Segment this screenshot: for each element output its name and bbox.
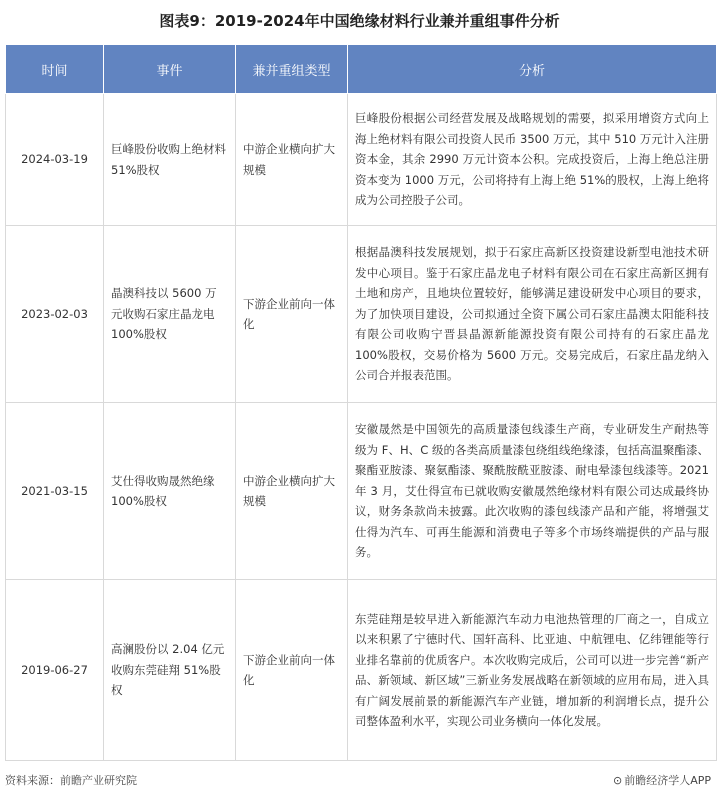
cell-date: 2019-06-27 (6, 580, 104, 761)
cell-type: 中游企业横向扩大规模 (236, 94, 348, 226)
table-row (6, 226, 717, 403)
qianzhan-logo-icon: ⊙ (612, 774, 623, 787)
cell-event: 高澜股份以 2.04 亿元收购东莞硅翔 51%股权 (104, 580, 236, 761)
table-row (6, 94, 717, 226)
table-row (6, 580, 717, 761)
header-type: 兼并重组类型 (236, 45, 348, 94)
table-header-row (6, 45, 717, 94)
cell-analysis: 安徽晟然是中国领先的高质量漆包线漆生产商，专业研发生产耐热等级为 F、H、C 级的各类高质量漆包绕组线绝缘漆，包括高温聚酯漆、聚酯亚胺漆、聚氨酯漆、聚酰胺酰亚胺漆、耐电晕漆包线漆等。2021 年 3 月，艾仕得宣布已就收购安徽晟然绝缘材料有限公司达成最终协议，财务条款尚未披露。此次收购的漆包线漆产品和产能，将增强艾仕得为汽车、可再生能源和消费电子等多个市场终端提供的产品与服务。 (348, 403, 717, 580)
cell-analysis: 东莞硅翔是较早进入新能源汽车动力电池热管理的厂商之一，自成立以来积累了宁德时代、国轩高科、比亚迪、中航锂电、亿纬锂能等行业排名靠前的优质客户。本次收购完成后，公司可以进一步完善“新产品、新领域、新区域”三新业务发展战略在新领域的应用布局，进入具有广阔发展前景的新能源汽车产业链，增加新的利润增长点，提升公司整体盈利水平，实现公司业务横向一体化发展。 (348, 580, 717, 761)
header-event: 事件 (104, 45, 236, 94)
cell-type: 中游企业横向扩大规模 (236, 403, 348, 580)
cell-event: 巨峰股份收购上绝材料 51%股权 (104, 94, 236, 226)
brand-label: 前瞻经济学人APP (624, 774, 711, 787)
cell-date: 2023-02-03 (6, 226, 104, 403)
table-row (6, 403, 717, 580)
cell-type: 下游企业前向一体化 (236, 580, 348, 761)
source-note: 资料来源：前瞻产业研究院 (5, 774, 137, 787)
brand-credit (613, 772, 711, 788)
cell-analysis: 巨峰股份根据公司经营发展及战略规划的需要，拟采用增资方式向上海上绝材料有限公司投资人民币 3500 万元，其中 510 万元计入注册资本金，其余 2990 万元计资本公积。完成投资后，上海上绝总注册资本变为 1000 万元，公司将持有上海上绝 51%的股权，上海上绝将成为公司控股子公司。 (348, 94, 717, 226)
cell-event: 晶澳科技以 5600 万元收购石家庄晶龙电 100%股权 (104, 226, 236, 403)
ma-events-table (5, 44, 717, 761)
cell-date: 2024-03-19 (6, 94, 104, 226)
cell-date: 2021-03-15 (6, 403, 104, 580)
cell-event: 艾仕得收购晟然绝缘 100%股权 (104, 403, 236, 580)
figure-title: 图表9：2019-2024年中国绝缘材料行业兼并重组事件分析 (159, 12, 560, 30)
cell-analysis: 根据晶澳科技发展规划，拟于石家庄高新区投资建设新型电池技术研发中心项目。鉴于石家庄晶龙电子材料有限公司在石家庄高新区拥有土地和房产，且地块位置较好，能够满足建设研发中心项目的要求，为了加快项目建设，公司拟通过全资下属公司石家庄晶澳太阳能科技有限公司收购宁晋县晶源新能源投资有限公司持有的石家庄晶龙 100%股权，交易价格为 5600 万元。交易完成后，石家庄晶龙纳入公司合并报表范围。 (348, 226, 717, 403)
header-analysis: 分析 (348, 45, 717, 94)
header-date: 时间 (6, 45, 104, 94)
cell-type: 下游企业前向一体化 (236, 226, 348, 403)
